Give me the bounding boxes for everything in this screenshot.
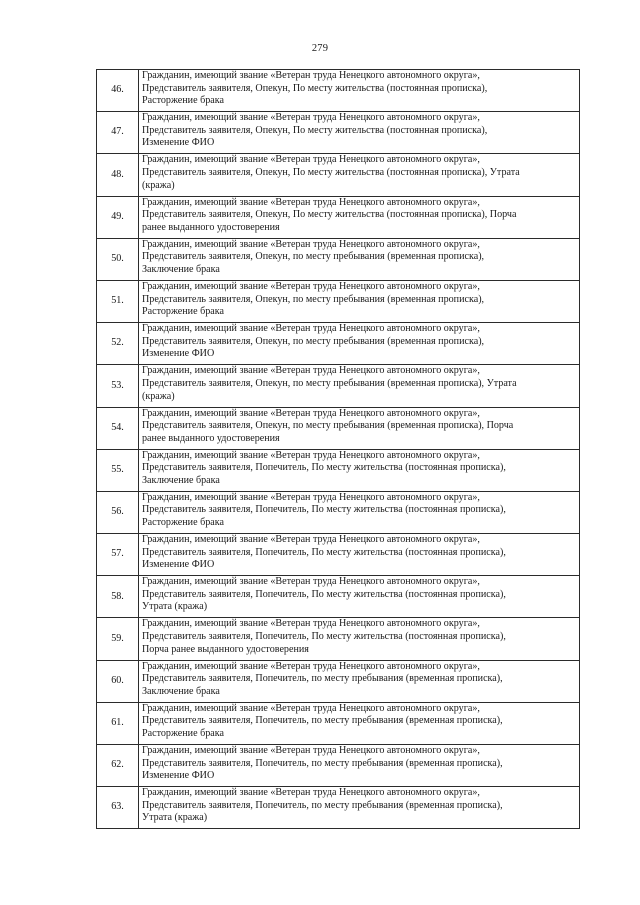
description-line: Гражданин, имеющий звание «Ветеран труда Ненецкого автономного округа», <box>142 365 480 377</box>
row-description <box>139 323 580 365</box>
description-line: Гражданин, имеющий звание «Ветеран труда Ненецкого автономного округа», <box>142 745 480 756</box>
row-number: 51. <box>97 280 139 322</box>
services-table <box>96 69 580 829</box>
description-line: Представитель заявителя, Попечитель, По месту жительства (постоянная прописка), <box>142 546 506 558</box>
row-description <box>139 576 580 618</box>
description-line: Представитель заявителя, Опекун, по месту пребывания (временная прописка), Утрата <box>142 377 517 389</box>
description-line: Представитель заявителя, Опекун, по месту пребывания (временная прописка), <box>142 293 485 305</box>
row-description <box>139 238 580 280</box>
description-line: ранее выданного удостоверения <box>142 221 280 233</box>
row-number: 55. <box>97 449 139 491</box>
table-row <box>97 745 580 787</box>
row-number: 60. <box>97 660 139 702</box>
row-description <box>139 196 580 238</box>
row-number: 56. <box>97 491 139 533</box>
description-line: ранее выданного удостоверения <box>142 432 280 444</box>
description-line: (кража) <box>142 390 175 402</box>
row-description <box>139 70 580 112</box>
description-line: Представитель заявителя, Попечитель, По месту жительства (постоянная прописка), <box>142 462 506 474</box>
table-row <box>97 491 580 533</box>
description-line: Утрата (кража) <box>142 812 208 824</box>
description-line: Гражданин, имеющий звание «Ветеран труда Ненецкого автономного округа», <box>142 534 480 546</box>
table-row <box>97 534 580 576</box>
row-description <box>139 365 580 407</box>
row-description <box>139 112 580 154</box>
description-line: Гражданин, имеющий звание «Ветеран труда Ненецкого автономного округа», <box>142 112 480 124</box>
table-row <box>97 323 580 365</box>
description-line: Представитель заявителя, Попечитель, по месту пребывания (временная прописка), <box>142 757 503 769</box>
table-row <box>97 660 580 702</box>
description-line: Гражданин, имеющий звание «Ветеран труда Ненецкого автономного округа», <box>142 787 480 799</box>
description-line: Представитель заявителя, Попечитель, По месту жительства (постоянная прописка), <box>142 631 506 643</box>
description-line: Заключение брака <box>142 263 220 275</box>
table-row <box>97 576 580 618</box>
description-line: Изменение ФИО <box>142 348 215 360</box>
description-line: Представитель заявителя, Опекун, по месту пребывания (временная прописка), <box>142 251 485 263</box>
row-number: 53. <box>97 365 139 407</box>
row-description <box>139 491 580 533</box>
description-line: Представитель заявителя, Попечитель, По месту жительства (постоянная прописка), <box>142 588 506 600</box>
description-line: Порча ранее выданного удостоверения <box>142 643 309 655</box>
row-number: 48. <box>97 154 139 196</box>
description-line: Заключение брака <box>142 685 220 697</box>
row-number: 49. <box>97 196 139 238</box>
description-line: Изменение ФИО <box>142 559 215 571</box>
table-row <box>97 238 580 280</box>
row-number: 63. <box>97 787 139 829</box>
description-line: Гражданин, имеющий звание «Ветеран труда Ненецкого автономного округа», <box>142 449 480 461</box>
description-line: Расторжение брака <box>142 95 224 107</box>
row-description <box>139 534 580 576</box>
description-line: Гражданин, имеющий звание «Ветеран труда Ненецкого автономного округа», <box>142 407 480 419</box>
table-row <box>97 196 580 238</box>
description-line: Утрата (кража) <box>142 601 208 613</box>
row-number: 54. <box>97 407 139 449</box>
description-line: Расторжение брака <box>142 306 224 318</box>
description-line: Гражданин, имеющий звание «Ветеран труда Ненецкого автономного округа», <box>142 238 480 250</box>
row-number: 46. <box>97 70 139 112</box>
row-description <box>139 407 580 449</box>
description-line: Гражданин, имеющий звание «Ветеран труда Ненецкого автономного округа», <box>142 196 480 208</box>
row-description <box>139 154 580 196</box>
description-line: Гражданин, имеющий звание «Ветеран труда Ненецкого автономного округа», <box>142 280 480 292</box>
description-line: Гражданин, имеющий звание «Ветеран труда Ненецкого автономного округа», <box>142 154 480 166</box>
table-row <box>97 154 580 196</box>
description-line: Представитель заявителя, Опекун, по месту пребывания (временная прописка), Порча <box>142 420 514 432</box>
table-row <box>97 407 580 449</box>
row-number: 62. <box>97 745 139 787</box>
table-body <box>97 70 580 829</box>
row-description <box>139 787 580 829</box>
row-number: 50. <box>97 238 139 280</box>
description-line: Расторжение брака <box>142 517 224 529</box>
description-line: Гражданин, имеющий звание «Ветеран труда Ненецкого автономного округа», <box>142 660 480 672</box>
row-number: 59. <box>97 618 139 660</box>
table-row <box>97 702 580 744</box>
row-number: 57. <box>97 534 139 576</box>
description-line: Заключение брака <box>142 474 220 486</box>
description-line: Расторжение брака <box>142 728 224 739</box>
description-line: Представитель заявителя, Опекун, По месту жительства (постоянная прописка), <box>142 124 488 136</box>
description-line: Представитель заявителя, Опекун, По месту жительства (постоянная прописка), <box>142 82 488 94</box>
description-line: Гражданин, имеющий звание «Ветеран труда Ненецкого автономного округа», <box>142 702 480 714</box>
table-row <box>97 449 580 491</box>
description-line: Изменение ФИО <box>142 770 215 782</box>
row-number: 47. <box>97 112 139 154</box>
description-line: Гражданин, имеющий звание «Ветеран труда Ненецкого автономного округа», <box>142 618 480 630</box>
description-line: Изменение ФИО <box>142 137 215 149</box>
description-line: Гражданин, имеющий звание «Ветеран труда Ненецкого автономного округа», <box>142 576 480 588</box>
table-row <box>97 787 580 829</box>
page-number: 279 <box>311 43 329 54</box>
description-line: Представитель заявителя, Опекун, по месту пребывания (временная прописка), <box>142 335 485 347</box>
description-line: Представитель заявителя, Попечитель, по месту пребывания (временная прописка), <box>142 715 503 727</box>
table-row <box>97 70 580 112</box>
description-line: Гражданин, имеющий звание «Ветеран труда Ненецкого автономного округа», <box>142 323 480 335</box>
row-description <box>139 660 580 702</box>
description-line: (кража) <box>142 179 175 191</box>
description-line: Гражданин, имеющий звание «Ветеран труда Ненецкого автономного округа», <box>142 70 480 81</box>
row-description <box>139 618 580 660</box>
row-description <box>139 280 580 322</box>
table-row <box>97 618 580 660</box>
row-number: 58. <box>97 576 139 618</box>
table-row <box>97 112 580 154</box>
table-row <box>97 280 580 322</box>
row-description <box>139 449 580 491</box>
description-line: Представитель заявителя, Опекун, По месту жительства (постоянная прописка), Утрата <box>142 166 520 178</box>
description-line: Гражданин, имеющий звание «Ветеран труда Ненецкого автономного округа», <box>142 491 480 503</box>
row-number: 61. <box>97 702 139 744</box>
description-line: Представитель заявителя, Опекун, По месту жительства (постоянная прописка), Порча <box>142 209 517 221</box>
row-number: 52. <box>97 323 139 365</box>
description-line: Представитель заявителя, Попечитель, по месту пребывания (временная прописка), <box>142 799 503 811</box>
description-line: Представитель заявителя, Попечитель, по месту пребывания (временная прописка), <box>142 673 503 685</box>
table-row <box>97 365 580 407</box>
row-description <box>139 745 580 787</box>
row-description <box>139 702 580 744</box>
description-line: Представитель заявителя, Попечитель, По месту жительства (постоянная прописка), <box>142 504 506 516</box>
